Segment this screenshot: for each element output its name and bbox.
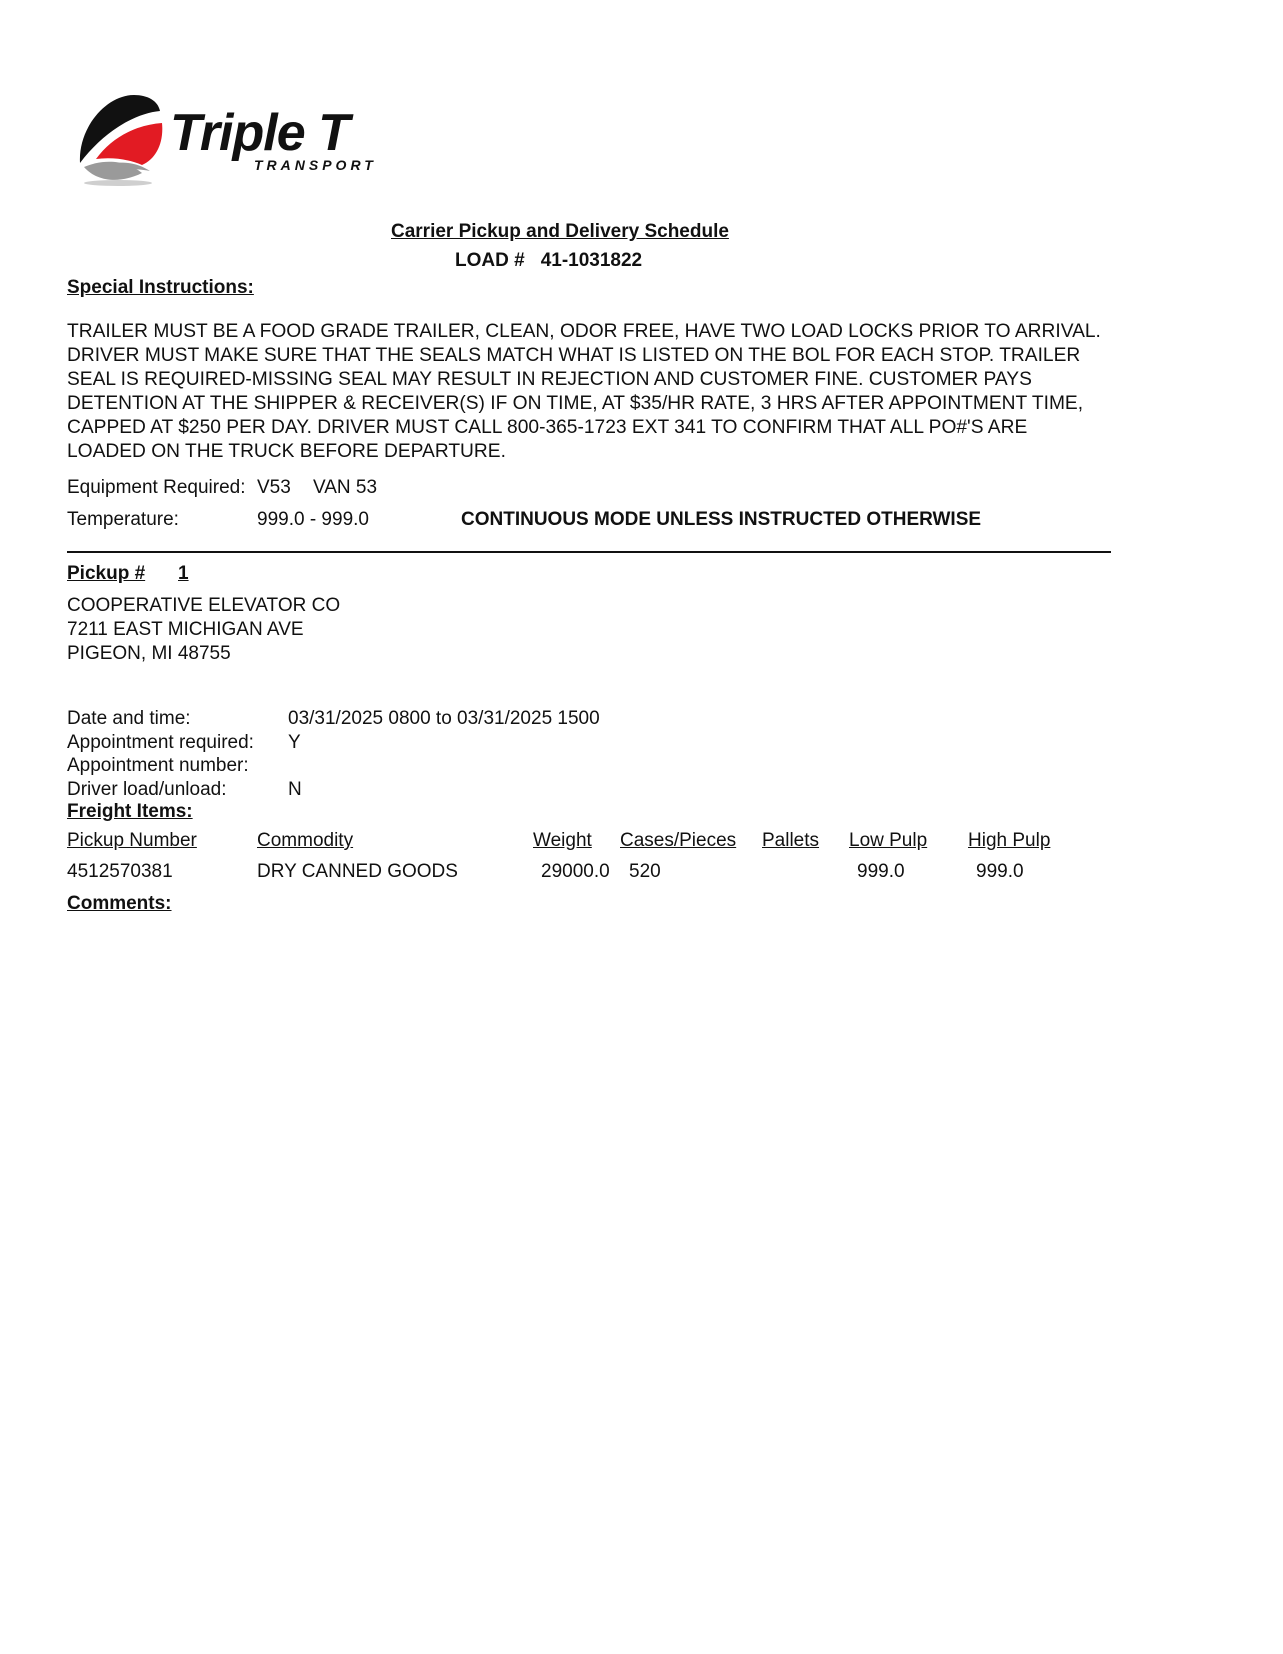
address-line: PIGEON, MI 48755 — [67, 643, 231, 664]
appointment-number-label: Appointment number: — [67, 755, 249, 776]
comments-heading: Comments: — [67, 893, 172, 914]
column-header-pickup-number: Pickup Number — [67, 830, 197, 851]
cell-pickup-number: 4512570381 — [67, 861, 173, 882]
special-instructions-text: TRAILER MUST BE A FOOD GRADE TRAILER, CLEAN, ODOR FREE, HAVE TWO LOAD LOCKS PRIOR TO ARRIVAL. DRIVER MUST MAKE SURE THAT THE SEALS MATCH WHAT IS LISTED ON THE BOL FOR EACH STOP. TRAILER SEAL IS REQUIRED-MISSING SEAL MAY RESULT IN REJECTION AND CUSTOMER FINE. CUSTOMER PAYS DETENTION AT THE SHIPPER & RECEIVER(S) IF ON TIME, AT $35/HR RATE, 3 HRS AFTER APPOINTMENT TIME, CAPPED AT $250 PER DAY. DRIVER MUST CALL 800-365-1723 EXT 341 TO CONFIRM THAT ALL PO#'S ARE LOADED ON THE TRUCK BEFORE DEPARTURE. — [67, 321, 1101, 462]
page-title: Carrier Pickup and Delivery Schedule — [391, 221, 729, 242]
column-header-low-pulp: Low Pulp — [849, 830, 928, 851]
load-number: 41-1031822 — [540, 250, 643, 271]
pickup-address — [67, 594, 340, 666]
cell-commodity: DRY CANNED GOODS — [257, 861, 458, 882]
load-number-line — [455, 250, 642, 272]
appointment-required-label: Appointment required: — [67, 732, 254, 753]
logo-subtitle: TRANSPORT — [254, 157, 377, 173]
cell-cases-pieces: 520 — [629, 861, 661, 882]
cell-high-pulp: 999.0 — [976, 861, 1024, 882]
cell-weight: 29000.0 — [541, 861, 610, 882]
temperature-label: Temperature: — [67, 509, 179, 530]
equipment-label: Equipment Required: — [67, 477, 246, 498]
driver-load-label: Driver load/unload: — [67, 779, 227, 800]
company-logo — [76, 93, 406, 203]
logo-wordmark: Triple T — [170, 104, 349, 162]
column-header-cases-pieces: Cases/Pieces — [620, 830, 737, 851]
load-label: LOAD # — [455, 250, 525, 271]
pickup-label: Pickup # — [67, 563, 146, 584]
equipment-name: VAN 53 — [313, 477, 378, 498]
special-instructions-heading: Special Instructions: — [67, 277, 254, 298]
temperature-value: 999.0 - 999.0 — [257, 509, 369, 530]
column-header-weight: Weight — [533, 830, 592, 851]
pickup-number: 1 — [178, 563, 189, 584]
column-header-high-pulp: High Pulp — [968, 830, 1051, 851]
cell-low-pulp: 999.0 — [857, 861, 905, 882]
appointment-required-value: Y — [288, 732, 301, 753]
section-divider — [67, 551, 1111, 553]
driver-load-value: N — [288, 779, 302, 800]
date-time-value: 03/31/2025 0800 to 03/31/2025 1500 — [288, 708, 600, 729]
address-line: 7211 EAST MICHIGAN AVE — [67, 619, 304, 640]
address-line: COOPERATIVE ELEVATOR CO — [67, 595, 341, 616]
column-header-commodity: Commodity — [257, 830, 354, 851]
date-time-label: Date and time: — [67, 708, 191, 729]
freight-items-heading: Freight Items: — [67, 801, 193, 822]
equipment-code: V53 — [257, 477, 291, 498]
column-header-pallets: Pallets — [762, 830, 820, 851]
temperature-mode: CONTINUOUS MODE UNLESS INSTRUCTED OTHERWISE — [461, 509, 982, 530]
